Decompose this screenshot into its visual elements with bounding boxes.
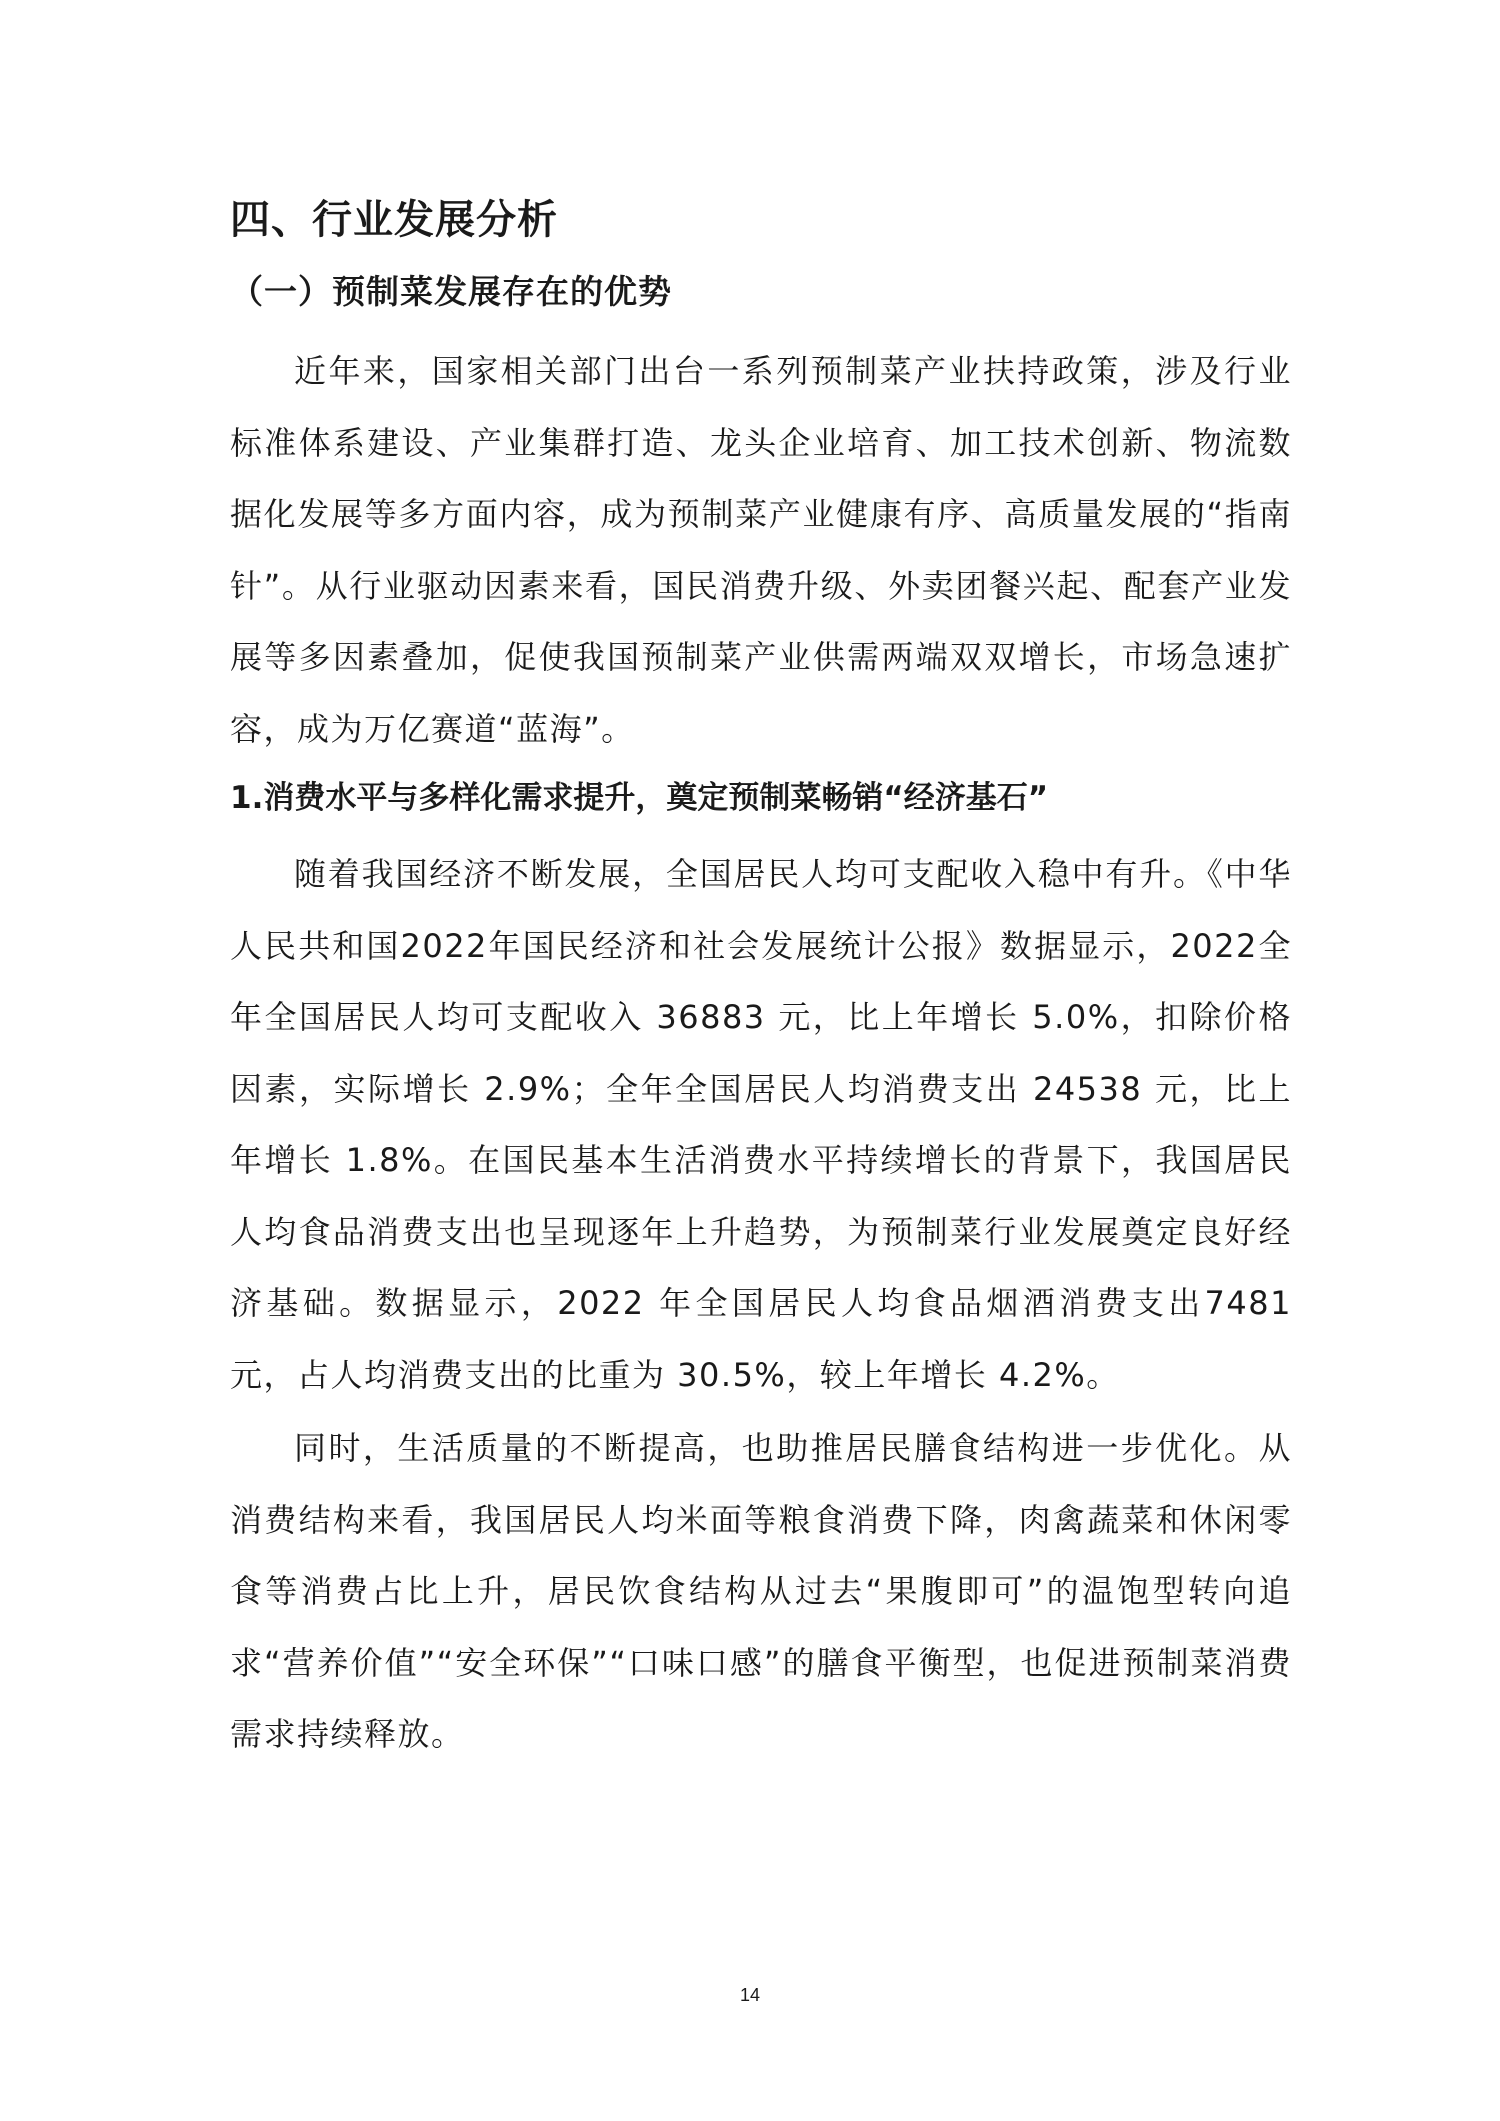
point-1-paragraph-1: 随着我国经济不断发展，全国居民人均可支配收入稳中有升。《中华人民共和国2022年国民经济和社会发展统计公报》数据显示，2022全年全国居民人均可支配收入 36883 元，比上年增长 5.0%，扣除价格因素，实际增长 2.9%；全年全国居民人均消费支出 24538 元，比上年增长 1.8%。在国民基本生活消费水平持续增长的背景下，我国居民人均食品消费支出也呈现逐年上升趋势，为预制菜行业发展奠定良好经济基础。数据显示，2022 年全国居民人均食品烟酒消费支出7481 元，占人均消费支出的比重为 30.5%，较上年增长 4.2%。 (230, 855, 1292, 1394)
subsection-title: （一）预制菜发展存在的优势 (230, 272, 672, 311)
page-number: 14 (739, 1985, 761, 2005)
page-content (230, 190, 1292, 1771)
section-title: 四、行业发展分析 (230, 197, 558, 243)
point-1-title: 1.消费水平与多样化需求提升，奠定预制菜畅销“经济基石” (230, 780, 1049, 816)
point-1-paragraph-2: 同时，生活质量的不断提高，也助推居民膳食结构进一步优化。从消费结构来看，我国居民人均米面等粮食消费下降，肉禽蔬菜和休闲零食等消费占比上升，居民饮食结构从过去“果腹即可”的温饱型转向追求“营养价值”“安全环保”“口味口感”的膳食平衡型，也促进预制菜消费需求持续释放。 (230, 1429, 1292, 1753)
intro-paragraph: 近年来，国家相关部门出台一系列预制菜产业扶持政策，涉及行业标准体系建设、产业集群打造、龙头企业培育、加工技术创新、物流数据化发展等多方面内容，成为预制菜产业健康有序、高质量发展的“指南针”。从行业驱动因素来看，国民消费升级、外卖团餐兴起、配套产业发展等多因素叠加，促使我国预制菜产业供需两端双双增长，市场急速扩容，成为万亿赛道“蓝海”。 (230, 352, 1292, 748)
